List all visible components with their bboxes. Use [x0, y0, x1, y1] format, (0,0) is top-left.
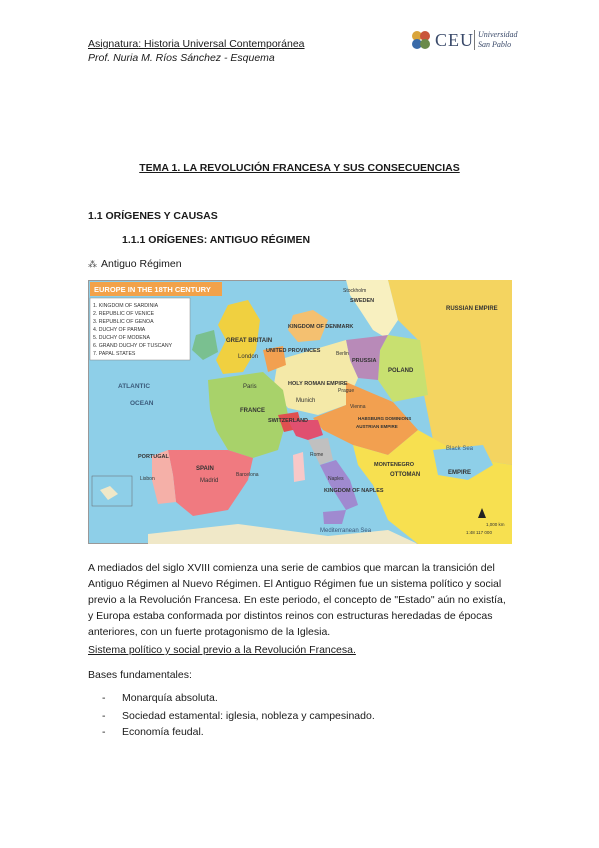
list-item [102, 726, 204, 738]
logo-divider [474, 30, 475, 50]
page-title: TEMA 1. LA REVOLUCIÓN FRANCESA Y SUS CONSECUENCIAS [139, 162, 460, 174]
label-black-sea: Black Sea [446, 446, 474, 452]
label-rome: Rome [310, 452, 324, 458]
label-russia: RUSSIAN EMPIRE [446, 306, 498, 312]
label-scale: 1:48 117 000 [466, 530, 492, 535]
map-title: EUROPE IN THE 18TH CENTURY [94, 285, 211, 294]
label-austrian: AUSTRIAN EMPIRE [356, 424, 398, 429]
list-item-text: Sociedad estamental: iglesia, nobleza y campesinado. [122, 710, 375, 722]
map-legend-item: 5. DUCHY OF MODENA [93, 335, 150, 341]
topic-label: Antiguo Régimen [101, 258, 182, 270]
europe-map [88, 280, 512, 544]
logo-university-line2: San Pablo [478, 40, 512, 49]
label-barcelona: Barcelona [236, 472, 259, 478]
label-madrid: Madrid [200, 478, 219, 484]
map-legend-item: 1. KINGDOM OF SARDINIA [93, 303, 159, 309]
label-switzerland: SWITZERLAND [268, 418, 309, 424]
label-scale-km: 1,000 km [486, 522, 505, 527]
section-heading: 1.1 ORÍGENES Y CAUSAS [88, 210, 218, 222]
list-item [102, 710, 375, 722]
logo-text: CEU [435, 30, 474, 50]
label-stockholm: Stockholm [343, 288, 367, 294]
label-montenegro: MONTENEGRO [374, 462, 415, 468]
label-naples: Naples [328, 476, 344, 482]
label-france: FRANCE [240, 408, 265, 414]
bases-label: Bases fundamentales: [88, 669, 192, 681]
label-munich: Munich [296, 398, 316, 404]
list-dash: - [102, 710, 106, 722]
label-great-britain: GREAT BRITAIN [226, 338, 273, 344]
label-sweden: SWEDEN [350, 298, 375, 304]
label-united-provinces: UNITED PROVINCES [266, 348, 321, 354]
intro-paragraph: A mediados del siglo XVIII comienza una serie de cambios que marcan la transición del Antiguo Régimen al Nuevo Régimen. El Antiguo Régimen fue un sistema político y social previo a la Revolución Francesa. En este periodo, el concepto de "Estado" aún no existía, y Europa estaba conformada por distintos reinos con estructuras heredadas de épocas anteriores, con un fuerte protagonismo de la Iglesia. [88, 562, 506, 638]
label-berlin: Berlin [336, 351, 349, 357]
list-dash: - [102, 692, 106, 704]
logo-university-line1: Universidad [478, 30, 518, 39]
ceu-emblem-icon [410, 29, 432, 51]
list-item-text: Monarquía absoluta. [122, 692, 218, 704]
label-prussia: PRUSSIA [352, 358, 377, 364]
region-sardinia [293, 452, 305, 482]
label-kingdom-naples: KINGDOM OF NAPLES [324, 488, 384, 494]
label-lisbon: Lisbon [140, 476, 155, 482]
map-legend-item: 6. GRAND DUCHY OF TUSCANY [93, 343, 173, 349]
label-spain: SPAIN [196, 466, 214, 472]
label-med-sea: Mediterranean Sea [320, 528, 372, 534]
label-vienna: Vienna [350, 404, 366, 410]
topic-heading [88, 258, 182, 270]
map-legend-item: 7. PAPAL STATES [93, 351, 136, 357]
list-dash: - [102, 726, 106, 738]
label-poland: POLAND [388, 368, 414, 374]
map-legend-item: 4. DUCHY OF PARMA [93, 327, 146, 333]
map-legend-item: 2. REPUBLIC OF VENICE [93, 311, 155, 317]
list-item [102, 692, 218, 704]
subsection-heading: 1.1.1 ORÍGENES: ANTIGUO RÉGIMEN [122, 234, 311, 246]
label-portugal: PORTUGAL [138, 454, 169, 460]
region-sicily [323, 510, 346, 524]
label-prague: Prague [338, 388, 355, 394]
clover-bullet-icon: ⁂ [88, 259, 97, 269]
label-denmark: KINGDOM OF DENMARK [288, 324, 354, 330]
label-habsburg: HABSBURG DOMINIONS [358, 416, 412, 421]
label-atlantic: ATLANTIC [118, 383, 151, 390]
label-ocean: OCEAN [130, 400, 154, 407]
label-hre: HOLY ROMAN EMPIRE [288, 381, 348, 387]
label-paris: Paris [243, 384, 257, 390]
label-ottoman: OTTOMAN [390, 472, 421, 478]
professor-header: Prof. Nuria M. Ríos Sánchez - Esquema [88, 52, 275, 64]
list-item-text: Economía feudal. [122, 726, 204, 738]
course-header: Asignatura: Historia Universal Contemporánea [88, 38, 305, 50]
label-empire: EMPIRE [448, 470, 472, 476]
map-legend-item: 3. REPUBLIC OF GENOA [93, 319, 154, 325]
label-london: London [238, 354, 259, 360]
subheading: Sistema político y social previo a la Revolución Francesa. [88, 644, 356, 656]
